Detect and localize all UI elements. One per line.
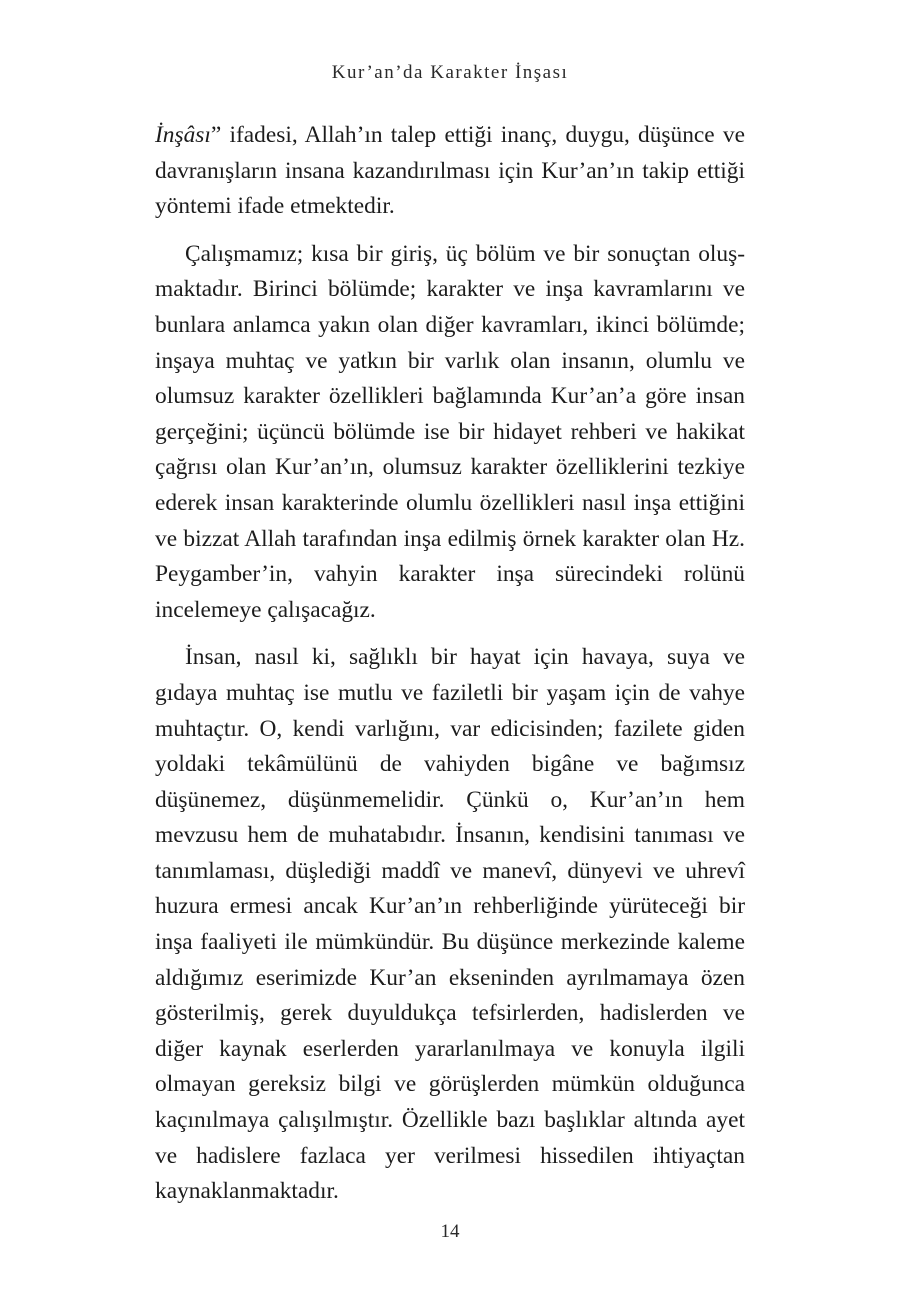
page-number: 14 [440,1221,460,1242]
paragraph-2: Çalışmamız; kısa bir giriş, üç bölüm ve bir sonuçtan oluşmaktadır. Birinci bölümde; karakter ve inşa kavramlarını ve bunlara anlamca yakın olan diğer kavramları, ikinci bölümde; inşaya muhtaç ve yatkın bir varlık olan insanın, olumlu ve olumsuz karakter özellikleri bağlamında Kur’an’a göre insan gerçeğini; üçüncü bölümde ise bir hidayet rehberi ve hakikat çağrısı olan Kur’an’ın, olumsuz karakter özelliklerini tezkiye ederek insan karakterinde olumlu özellikleri nasıl inşa ettiğini ve bizzat Allah tarafından inşa edilmiş örnek karakter olan Hz. Peygamber’in, vahyin karakter inşa sürecindeki rolünü incelemeye çalışacağız. [155,240,745,623]
paragraph-3: İnsan, nasıl ki, sağlıklı bir hayat için havaya, suya ve gıdaya muhtaç ise mutlu ve faziletli bir yaşam için de vahye muhtaçtır. O, kendi varlığını, var edicisinden; fazilete giden yoldaki tekâmülünü de vahiyden bigâne ve bağımsız düşünemez, düşünmemelidir. Çünkü o, Kur’an’ın hem mevzusu hem de muhatabıdır. İnsanın, kendisini tanıması ve tanımlaması, düşlediği maddî ve manevî, dünyevi ve uhrevî huzura ermesi ancak Kur’an’ın rehberliğinde yürüteceği bir inşa faaliyeti ile mümkündür. Bu düşünce merkezinde kaleme aldığımız eserimizde Kur’an ekseninden ayrılmamaya özen gösterilmiş, gerek duyuldukça tefsirlerden, hadislerden ve diğer kaynak eserlerden yararlanılmaya ve konuyla ilgili olmayan gereksiz bilgi ve görüşlerden mümkün olduğunca kaçınılmaya çalışılmıştır. Özellikle bazı başlıklar altında ayet ve hadislere fazlaca yer verilmesi hissedilen ihtiyaçtan kaynaklanmaktadır. [155,644,745,1205]
running-header: Kur’an’da Karakter İnşası [331,62,569,83]
italic-lead: İnşâsı [155,122,211,148]
body-text [155,118,745,1210]
paragraph-1-text: ” ifadesi, Allah’ın talep ettiği inanç, duygu, düşünce ve davranışların insana kazandırılması için Kur’an’ın takip ettiği yöntemi ifade etmektedir. [155,122,745,220]
paragraph-1 [155,118,745,225]
